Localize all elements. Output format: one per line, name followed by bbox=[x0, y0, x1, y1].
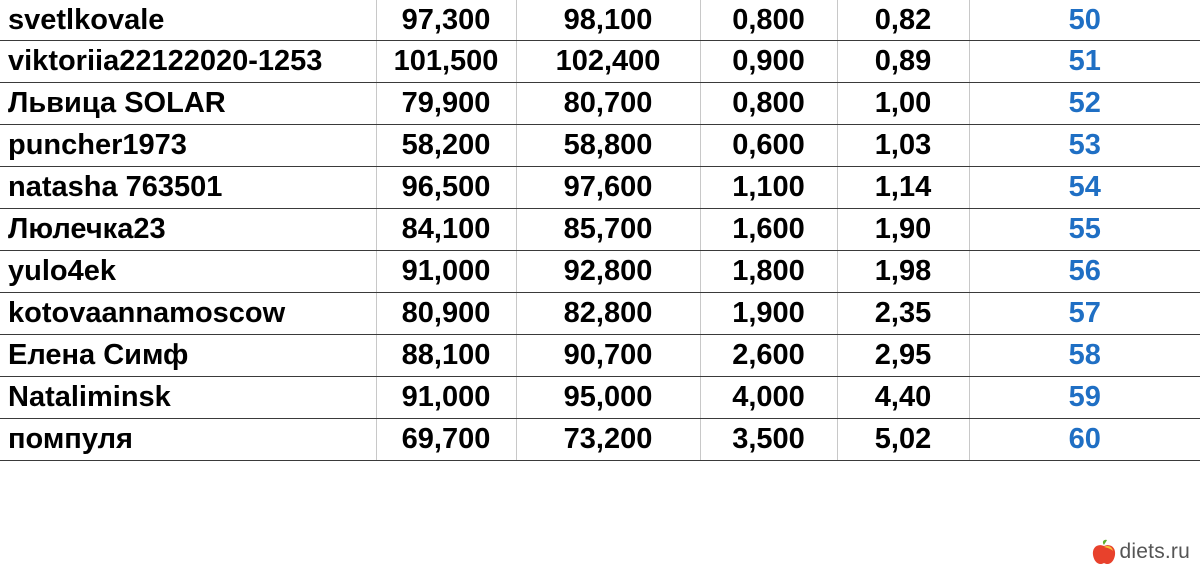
current-weight-cell: 82,800 bbox=[516, 293, 700, 335]
start-weight-cell: 79,900 bbox=[376, 83, 516, 125]
name-cell: svetlkovale bbox=[0, 0, 376, 41]
percent-cell: 1,14 bbox=[837, 167, 969, 209]
table-row bbox=[0, 293, 1200, 335]
table-row bbox=[0, 377, 1200, 419]
rank-cell: 53 bbox=[969, 125, 1200, 167]
current-weight-cell: 97,600 bbox=[516, 167, 700, 209]
percent-cell: 1,90 bbox=[837, 209, 969, 251]
rank-cell: 54 bbox=[969, 167, 1200, 209]
current-weight-cell: 95,000 bbox=[516, 377, 700, 419]
table-row bbox=[0, 125, 1200, 167]
name-cell: Елена Симф bbox=[0, 335, 376, 377]
name-cell: viktoriia22122020-1253 bbox=[0, 41, 376, 83]
start-weight-cell: 80,900 bbox=[376, 293, 516, 335]
table-row bbox=[0, 83, 1200, 125]
name-cell: puncher1973 bbox=[0, 125, 376, 167]
start-weight-cell: 88,100 bbox=[376, 335, 516, 377]
rank-cell: 51 bbox=[969, 41, 1200, 83]
current-weight-cell: 58,800 bbox=[516, 125, 700, 167]
rank-cell: 52 bbox=[969, 83, 1200, 125]
table-row bbox=[0, 41, 1200, 83]
start-weight-cell: 97,300 bbox=[376, 0, 516, 41]
rank-cell: 50 bbox=[969, 0, 1200, 41]
percent-cell: 1,00 bbox=[837, 83, 969, 125]
watermark-text: diets.ru bbox=[1119, 540, 1190, 563]
difference-cell: 0,600 bbox=[700, 125, 837, 167]
current-weight-cell: 90,700 bbox=[516, 335, 700, 377]
table-row bbox=[0, 419, 1200, 461]
current-weight-cell: 80,700 bbox=[516, 83, 700, 125]
table-row bbox=[0, 335, 1200, 377]
name-cell: Львица SOLAR bbox=[0, 83, 376, 125]
difference-cell: 0,800 bbox=[700, 83, 837, 125]
start-weight-cell: 91,000 bbox=[376, 251, 516, 293]
difference-cell: 4,000 bbox=[700, 377, 837, 419]
percent-cell: 0,82 bbox=[837, 0, 969, 41]
start-weight-cell: 84,100 bbox=[376, 209, 516, 251]
rank-cell: 60 bbox=[969, 419, 1200, 461]
difference-cell: 2,600 bbox=[700, 335, 837, 377]
current-weight-cell: 92,800 bbox=[516, 251, 700, 293]
percent-cell: 2,95 bbox=[837, 335, 969, 377]
current-weight-cell: 102,400 bbox=[516, 41, 700, 83]
name-cell: Nataliminsk bbox=[0, 377, 376, 419]
start-weight-cell: 91,000 bbox=[376, 377, 516, 419]
current-weight-cell: 73,200 bbox=[516, 419, 700, 461]
difference-cell: 1,600 bbox=[700, 209, 837, 251]
current-weight-cell: 85,700 bbox=[516, 209, 700, 251]
rank-cell: 57 bbox=[969, 293, 1200, 335]
rank-cell: 56 bbox=[969, 251, 1200, 293]
difference-cell: 1,900 bbox=[700, 293, 837, 335]
start-weight-cell: 69,700 bbox=[376, 419, 516, 461]
start-weight-cell: 101,500 bbox=[376, 41, 516, 83]
table-row bbox=[0, 167, 1200, 209]
percent-cell: 5,02 bbox=[837, 419, 969, 461]
table-row bbox=[0, 0, 1200, 41]
start-weight-cell: 96,500 bbox=[376, 167, 516, 209]
percent-cell: 1,03 bbox=[837, 125, 969, 167]
rank-cell: 55 bbox=[969, 209, 1200, 251]
rank-cell: 58 bbox=[969, 335, 1200, 377]
difference-cell: 1,100 bbox=[700, 167, 837, 209]
table-row bbox=[0, 209, 1200, 251]
name-cell: помпуля bbox=[0, 419, 376, 461]
site-watermark bbox=[1091, 536, 1190, 568]
difference-cell: 1,800 bbox=[700, 251, 837, 293]
percent-cell: 4,40 bbox=[837, 377, 969, 419]
difference-cell: 3,500 bbox=[700, 419, 837, 461]
start-weight-cell: 58,200 bbox=[376, 125, 516, 167]
difference-cell: 0,800 bbox=[700, 0, 837, 41]
apple-icon bbox=[1091, 538, 1117, 566]
current-weight-cell: 98,100 bbox=[516, 0, 700, 41]
table-row bbox=[0, 251, 1200, 293]
name-cell: kotovaannamoscow bbox=[0, 293, 376, 335]
percent-cell: 1,98 bbox=[837, 251, 969, 293]
name-cell: yulo4ek bbox=[0, 251, 376, 293]
percent-cell: 0,89 bbox=[837, 41, 969, 83]
name-cell: natasha 763501 bbox=[0, 167, 376, 209]
name-cell: Люлечка23 bbox=[0, 209, 376, 251]
percent-cell: 2,35 bbox=[837, 293, 969, 335]
rank-cell: 59 bbox=[969, 377, 1200, 419]
difference-cell: 0,900 bbox=[700, 41, 837, 83]
